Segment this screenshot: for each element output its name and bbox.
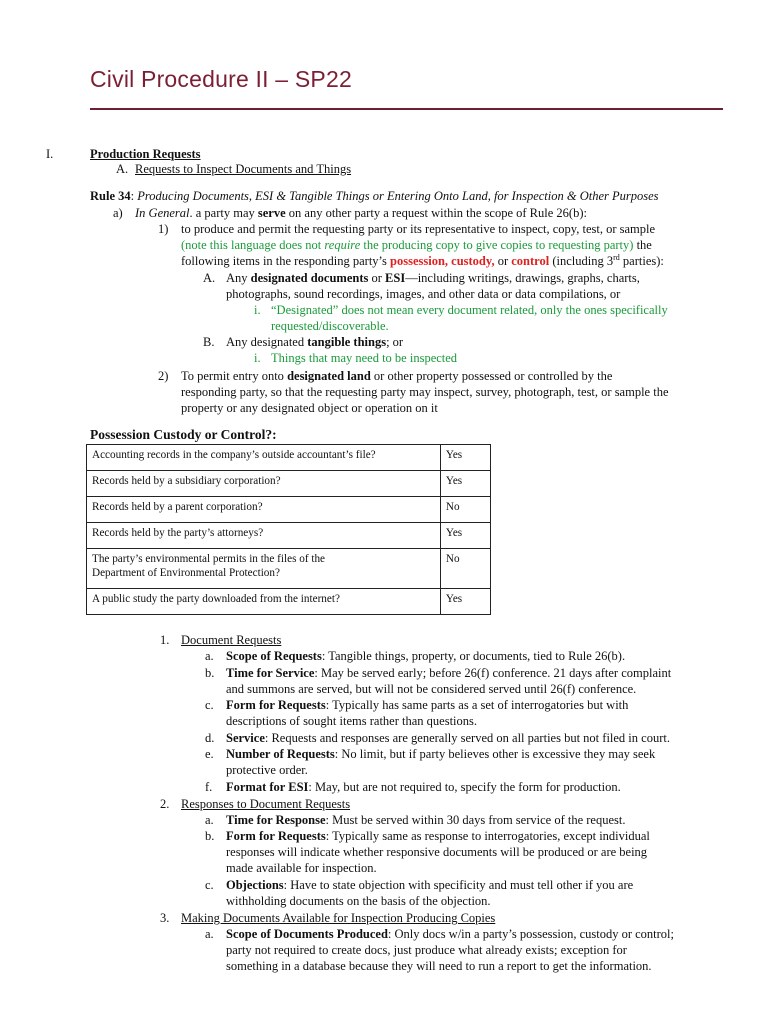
- A-t2: —including writings, drawings, graphs, charts,: [405, 271, 640, 285]
- s1f-label: f.: [205, 780, 213, 794]
- s1c-text: [226, 697, 628, 713]
- Bi-text: Things that may need to be inspected: [271, 351, 458, 365]
- p1-line2-end: the: [633, 238, 652, 252]
- p2-label: 2): [158, 369, 169, 383]
- s3a-label: a.: [205, 927, 214, 941]
- s2c-text: [226, 877, 633, 893]
- s1d-desc: : Requests and responses are generally served on all parties but not filed in court.: [264, 731, 670, 745]
- table-row: [87, 549, 491, 589]
- s2b-line3: made available for inspection.: [226, 861, 377, 875]
- s1c-term: Form for Requests: [226, 698, 326, 712]
- pcc-question: Records held by a parent corporation?: [87, 497, 441, 523]
- s1e-desc: : No limit, but if party believes other is excessive they may seek: [334, 747, 656, 761]
- s1a-text: [226, 648, 625, 664]
- Bi-label: i.: [254, 351, 261, 365]
- A-line1: [226, 270, 640, 286]
- s1a-label: a.: [205, 649, 214, 663]
- p1-line3: [181, 253, 664, 269]
- rd-superscript: rd: [613, 252, 620, 262]
- subsection-label: A.: [116, 162, 129, 176]
- s1-num: 1.: [160, 633, 170, 647]
- s1d-label: d.: [205, 731, 215, 745]
- s1f-text: [226, 779, 621, 795]
- s2b-term: Form for Requests: [226, 829, 326, 843]
- s3a-text: [226, 926, 674, 942]
- Ai-line1: “Designated” does not mean every document related, only the ones specifically: [271, 303, 668, 317]
- pcc-table: [86, 444, 491, 615]
- A-t1: Any: [226, 271, 251, 285]
- table-row: [87, 589, 491, 615]
- p1-line3-c: parties):: [619, 254, 664, 268]
- s3a-line2: party not required to create docs, just produce what already exists; exception for: [226, 943, 627, 957]
- p2-t2: or other property possessed or controlled by the: [370, 369, 613, 383]
- rule34-label: Rule 34: [90, 189, 131, 203]
- s1f-desc: : May, but are not required to, specify the form for production.: [308, 780, 621, 794]
- s2c-line2: withholding documents on the basis of the objection.: [226, 894, 491, 908]
- control: control: [511, 254, 550, 268]
- s3-num: 3.: [160, 911, 170, 925]
- s1f-term: Format for ESI: [226, 780, 309, 794]
- s2b-label: b.: [205, 829, 215, 843]
- Ai-label: i.: [254, 303, 261, 317]
- pcc-question: The party’s environmental permits in the files of the Department of Environmental Protection?: [87, 549, 441, 589]
- rule34-a-label: a): [113, 206, 123, 220]
- s1b-line2: and summons are served, but will not be considered served until 26(f) conference.: [226, 682, 637, 696]
- A-label: A.: [203, 271, 216, 285]
- esi-term: ESI: [385, 271, 406, 285]
- s3-title: Making Documents Available for Inspection Producing Copies: [181, 911, 496, 925]
- s1b-label: b.: [205, 666, 215, 680]
- s1-title: Document Requests: [181, 633, 282, 647]
- s1a-term: Scope of Requests: [226, 649, 322, 663]
- possession-custody: possession, custody,: [390, 254, 495, 268]
- pcc-answer: No: [440, 497, 490, 523]
- p1-note: [181, 238, 633, 252]
- s1e-text: [226, 746, 655, 762]
- pcc-answer: No: [440, 549, 490, 589]
- s1a-desc: : Tangible things, property, or documents, tied to Rule 26(b).: [321, 649, 626, 663]
- s2b-desc: : Typically same as response to interrogatories, except individual: [325, 829, 650, 843]
- table-row: [87, 445, 491, 471]
- s2a-term: Time for Response: [226, 813, 326, 827]
- rule34-heading: [90, 188, 659, 204]
- pcc-question: Records held by a subsidiary corporation?: [87, 471, 441, 497]
- serve-term: serve: [257, 206, 286, 220]
- p1-line1: to produce and permit the requesting party or its representative to inspect, copy, test, or sample: [181, 222, 656, 236]
- s1d-text: [226, 730, 670, 746]
- p1-line3-a: following items in the responding party’s: [181, 254, 391, 268]
- rule34-sep: :: [130, 189, 138, 203]
- section-number: I.: [46, 147, 54, 161]
- pcc-question: Accounting records in the company’s outside accountant’s file?: [87, 445, 441, 471]
- pcc-question: Records held by the party’s attorneys?: [87, 523, 441, 549]
- B-label: B.: [203, 335, 215, 349]
- p1-note-b: the producing copy to give copies to requesting party): [360, 238, 634, 252]
- s2-title: Responses to Document Requests: [181, 797, 351, 811]
- table-row: [87, 471, 491, 497]
- rule34-a-text: [135, 205, 587, 221]
- s2a-label: a.: [205, 813, 214, 827]
- pcc-answer: Yes: [440, 445, 490, 471]
- page-title: Civil Procedure II – SP22: [90, 66, 352, 92]
- pcc-answer: Yes: [440, 523, 490, 549]
- p2-line3: property or any designated object or operation on it: [181, 401, 438, 415]
- s1e-term: Number of Requests: [226, 747, 335, 761]
- s2c-label: c.: [205, 878, 214, 892]
- s1c-desc: : Typically has same parts as a set of interrogatories but with: [325, 698, 629, 712]
- rule34-title: Producing Documents, ESI & Tangible Things or Entering Onto Land, for Inspection & Other Purposes: [137, 189, 659, 203]
- in-general: In General: [135, 206, 190, 220]
- s1c-label: c.: [205, 698, 214, 712]
- s3a-line3: something in a database because they will need to run a report to get the information.: [226, 959, 652, 973]
- p1-or: or: [494, 254, 512, 268]
- s1b-text: [226, 665, 671, 681]
- s1b-term: Time for Service: [226, 666, 315, 680]
- table-row: [87, 497, 491, 523]
- B-line: [226, 334, 403, 350]
- A-line2: photographs, sound recordings, images, and other data or data compilations, or: [226, 287, 621, 301]
- designated-documents: designated documents: [250, 271, 369, 285]
- s3a-desc: : Only docs w/in a party’s possession, custody or control;: [387, 927, 675, 941]
- p1-line3-b: (including 3: [549, 254, 614, 268]
- B-t1: Any designated: [226, 335, 308, 349]
- p2-line2: responding party, so that the requesting party may inspect, survey, photograph, test, or sample the: [181, 385, 669, 399]
- subsection-title: Requests to Inspect Documents and Things: [135, 162, 352, 176]
- p2-line1: [181, 368, 612, 384]
- pcc-question: A public study the party downloaded from the internet?: [87, 589, 441, 615]
- p1-label: 1): [158, 222, 169, 236]
- s1c-line2: descriptions of sought items rather than questions.: [226, 714, 478, 728]
- s2c-term: Objections: [226, 878, 284, 892]
- header-divider: [90, 108, 723, 110]
- s2b-text: [226, 828, 650, 844]
- rule34-a-t1: . a party may: [189, 206, 258, 220]
- Ai-line2: requested/discoverable.: [271, 319, 389, 333]
- pcc-answer: Yes: [440, 589, 490, 615]
- s1b-desc: : May be served early; before 26(f) conference. 21 days after complaint: [314, 666, 672, 680]
- table-row: [87, 523, 491, 549]
- tangible-things: tangible things: [307, 335, 387, 349]
- s2-num: 2.: [160, 797, 170, 811]
- s1e-label: e.: [205, 747, 214, 761]
- s2b-line2: responses will indicate whether responsive documents will be produced or are being: [226, 845, 648, 859]
- s3a-term: Scope of Documents Produced: [226, 927, 388, 941]
- pcc-answer: Yes: [440, 471, 490, 497]
- p1-line2: [181, 237, 652, 253]
- p1-note-require: require: [324, 238, 361, 252]
- s1d-term: Service: [226, 731, 265, 745]
- s2a-text: [226, 812, 625, 828]
- A-or: or: [368, 271, 386, 285]
- p2-t1: To permit entry onto: [181, 369, 288, 383]
- B-t2: ; or: [386, 335, 404, 349]
- pcc-heading: Possession Custody or Control?:: [90, 427, 277, 442]
- rule34-a-t2: on any other party a request within the scope of Rule 26(b):: [285, 206, 587, 220]
- s2c-desc: : Have to state objection with specificity and must tell other if you are: [283, 878, 634, 892]
- section-title: Production Requests: [90, 147, 201, 161]
- p1-note-a: (note this language does not: [181, 238, 325, 252]
- s2a-desc: : Must be served within 30 days from service of the request.: [325, 813, 626, 827]
- designated-land: designated land: [287, 369, 371, 383]
- s1e-line2: protective order.: [226, 763, 308, 777]
